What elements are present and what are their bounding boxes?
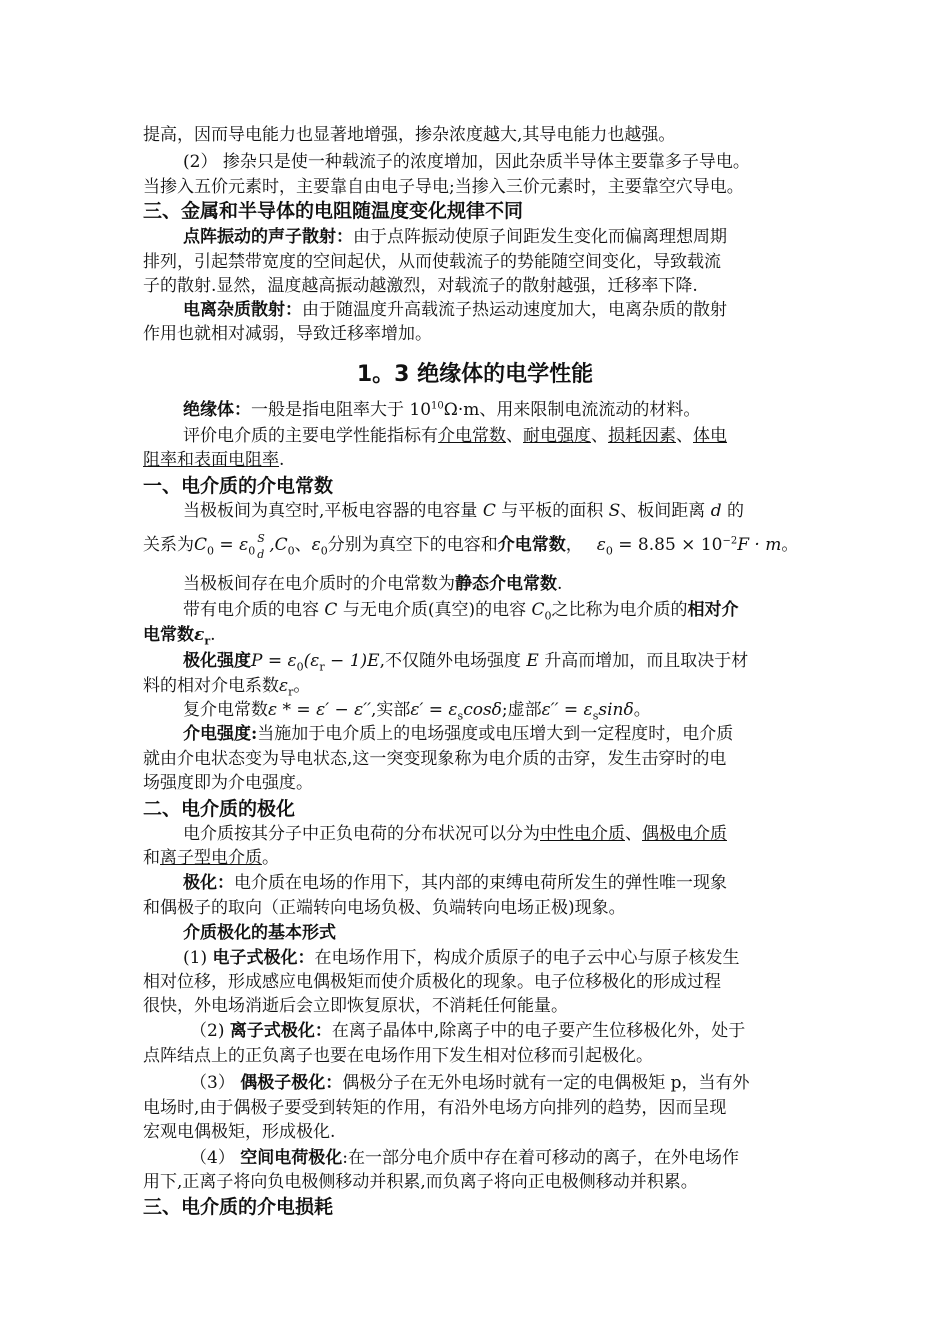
text: Ω·m、用来限制电流流动的材料。 <box>443 400 701 420</box>
bold-term: 电子式极化： <box>212 948 315 968</box>
paragraph-line <box>143 532 807 561</box>
paragraph-line <box>143 847 807 869</box>
section-heading <box>143 199 807 223</box>
text: 很快，外电场消逝后会立即恢复原状，不消耗任何能量。 <box>143 996 568 1016</box>
bold-term: 离子式极化： <box>229 1021 332 1041</box>
text: 、 <box>591 426 608 446</box>
underlined-term: 离子型电介质 <box>160 848 262 868</box>
text: 就由介电状态变为导电状态,这一突变现象称为电介质的击穿，发生击穿时的电 <box>143 749 727 769</box>
text: ;虚部 <box>501 700 542 720</box>
text: . <box>210 625 216 645</box>
paragraph-line <box>183 650 807 672</box>
paragraph-line <box>190 1020 807 1042</box>
fraction <box>255 532 269 561</box>
paragraph-line <box>143 124 807 146</box>
text: 与平板的面积 <box>501 501 604 521</box>
text: 在电场作用下，构成介质原子的电子云中心与原子核发生 <box>314 948 740 968</box>
text: 料的相对介电系数 <box>143 676 279 696</box>
math-symbol: ε <box>239 535 249 555</box>
paragraph-line <box>183 599 807 621</box>
math-value: = 8.85 × 10 <box>612 535 723 555</box>
paragraph-line <box>183 226 807 248</box>
math-operator: = <box>214 535 240 555</box>
section-heading <box>143 797 807 821</box>
paragraph-line <box>143 275 807 297</box>
text: ， <box>565 535 583 555</box>
text: 、板间距离 <box>620 501 706 521</box>
text: 点阵结点上的正负离子也要在电场作用下发生相对位移而引起极化。 <box>143 1046 653 1066</box>
paragraph-line <box>183 872 807 894</box>
text: 宏观电偶极矩，形成极化. <box>143 1122 336 1142</box>
list-number: （3） <box>190 1073 241 1093</box>
underlined-term: 偶极电介质 <box>642 824 727 844</box>
text: 排列，引起禁带宽度的空间起伏，从而使载流子的势能随空间变化，导致载流 <box>143 252 721 272</box>
paragraph-line <box>143 176 807 198</box>
text: 作用也就相对减弱，导致迁移率增加。 <box>143 324 432 344</box>
text: 用下,正离子将向负电极侧移动并积累,而负离子将向正电极侧移动并积累。 <box>143 1172 698 1192</box>
paragraph-line <box>183 699 807 721</box>
list-number: （4） <box>190 1148 241 1168</box>
bold-term: 介质极化的基本形式 <box>183 923 336 943</box>
term-label: 点阵振动的声子散射： <box>183 227 353 247</box>
underlined-term: 耐电强度 <box>523 426 591 446</box>
bold-term: 静态介电常数 <box>455 574 557 594</box>
text: . <box>279 450 285 470</box>
text: 当极板间存在电介质时的介电常数为 <box>183 574 455 594</box>
paragraph-line <box>183 500 807 522</box>
text: 的 <box>727 501 744 521</box>
text: 之比称为电介质的 <box>551 600 688 620</box>
text: 。 <box>262 848 279 868</box>
text: 与无电介质(真空)的电容 <box>342 600 527 620</box>
paragraph-line <box>183 299 807 321</box>
text: 提高，因而导电能力也显著地增强，掺杂浓度越大,其导电能力也越强。 <box>143 125 676 145</box>
title-text: 1。3 绝缘体的电学性能 <box>356 362 594 387</box>
math-symbol: C <box>482 501 496 521</box>
math-symbol: S <box>608 501 621 521</box>
underlined-term: 体电 <box>693 426 727 446</box>
section-heading <box>143 1195 807 1219</box>
fraction-numerator: S <box>257 532 265 545</box>
paragraph-line <box>183 399 807 421</box>
text: 当掺入五价元素时，主要靠自由电子导电;当掺入三价元素时，主要靠空穴导电。 <box>143 177 744 197</box>
underlined-term: 阻率和表面电阻率 <box>143 450 279 470</box>
subscript: r <box>204 634 211 648</box>
text: 和偶极子的取向（正端转向电场负极、负端转向电场正极)现象。 <box>143 898 626 918</box>
subscript: 0 <box>320 544 328 558</box>
bold-term: 电常数 <box>143 625 194 645</box>
text: ,不仅随外电场强度 <box>379 651 521 671</box>
text: 、 <box>294 535 312 555</box>
text: 一般是指电阻率大于 10 <box>251 400 432 420</box>
bold-term: 相对介 <box>687 600 739 620</box>
math-formula: cosδ <box>463 700 502 720</box>
text: 由于随温度升高载流子热运动速度加大，电离杂质的散射 <box>302 300 727 320</box>
subscript: r <box>319 660 325 674</box>
text: 分别为真空下的电容和 <box>327 535 498 555</box>
math-symbol: ,C <box>269 535 288 555</box>
text: 带有电介质的电容 <box>183 600 319 620</box>
subscript: 0 <box>248 544 256 558</box>
math-symbol: C <box>324 600 338 620</box>
math-formula: (ε <box>303 651 320 671</box>
paragraph-line <box>143 1121 807 1143</box>
bold-term: 极化： <box>183 873 234 893</box>
paragraph-line <box>183 823 807 845</box>
underlined-term: 介电常数 <box>438 426 506 446</box>
paragraph-line <box>143 624 807 646</box>
bold-term: 偶极子极化： <box>240 1073 343 1093</box>
paragraph-line <box>143 971 807 993</box>
bold-term: 极化强度 <box>183 651 251 671</box>
paragraph-line <box>143 995 807 1017</box>
text: 评价电介质的主要电学性能指标有 <box>183 426 438 446</box>
paragraph-line <box>143 897 807 919</box>
bold-term: 介电强度: <box>183 724 258 744</box>
text: 电介质按其分子中正负电荷的分布状况可以分为 <box>183 824 540 844</box>
subscript: 0 <box>287 544 295 558</box>
paragraph-line <box>143 449 807 471</box>
text: ,实部 <box>370 700 411 720</box>
section-heading <box>143 474 807 498</box>
subscript: 0 <box>207 544 215 558</box>
text: 、 <box>625 824 642 844</box>
math-symbol: E <box>526 651 539 671</box>
heading-text: 一、电介质的介电常数 <box>143 475 334 497</box>
math-symbol: C <box>194 535 208 555</box>
text: 由于点阵振动使原子间距发生变化而偏离理想周期 <box>353 227 727 247</box>
math-formula: ε * = ε′ − ε′′ <box>268 700 371 720</box>
paragraph-line <box>183 425 807 447</box>
text: 在离子晶体中,除离子中的电子要产生位移极化外，处于 <box>331 1021 746 1041</box>
paragraph-line <box>143 323 807 345</box>
bold-term: 介电常数 <box>497 535 566 555</box>
math-symbol: d <box>710 501 722 521</box>
subscript: 0 <box>296 660 304 674</box>
paragraph-line <box>190 1072 807 1094</box>
paragraph-line <box>183 947 807 969</box>
paragraph-line <box>183 723 807 745</box>
paragraph-line <box>143 251 807 273</box>
superscript: 10 <box>431 400 444 412</box>
paragraph-line <box>143 1171 807 1193</box>
heading-text: 三、电介质的介电损耗 <box>143 1196 334 1218</box>
text: 相对位移，形成感应电偶极矩而使介质极化的现象。电子位移极化的形成过程 <box>143 972 721 992</box>
text: 电场时,由于偶极子要受到转矩的作用，有沿外电场方向排列的趋势，因而呈现 <box>143 1098 727 1118</box>
subscript: s <box>592 709 599 723</box>
paragraph-line <box>143 1097 807 1119</box>
text: :在一部分电介质中存在着可移动的离子，在外电场作 <box>342 1148 739 1168</box>
text: 当施加于电介质上的电场强度或电压增大到一定程度时，电介质 <box>257 724 734 744</box>
text: 升高而增加，而且取决于材 <box>544 651 749 671</box>
math-symbol: ε <box>311 535 321 555</box>
term-label: 电离杂质散射： <box>183 300 302 320</box>
paragraph-line <box>183 573 807 595</box>
math-symbol: ε <box>194 625 205 645</box>
text: 。 <box>293 676 311 696</box>
text: 。 <box>781 535 799 555</box>
math-formula: ε′ = ε <box>410 700 458 720</box>
text: 当极板间为真空时,平板电容器的电容量 <box>183 501 478 521</box>
heading-text: 二、电介质的极化 <box>143 798 296 820</box>
text: 偶极分子在无外电场时就有一定的电偶极矩 p，当有外 <box>342 1073 750 1093</box>
paragraph-line <box>143 675 807 697</box>
superscript: −2 <box>722 535 738 547</box>
math-symbol: ε <box>596 535 606 555</box>
paragraph-line <box>143 772 807 794</box>
subscript: 0 <box>544 609 552 623</box>
term-label: 绝缘体： <box>183 400 251 420</box>
text: 和 <box>143 848 160 868</box>
math-formula: ε′′ = ε <box>541 700 593 720</box>
text: 电介质在电场的作用下，其内部的束缚电荷所发生的弹性唯一现象 <box>234 873 727 893</box>
list-number: （2) <box>190 1021 230 1041</box>
paragraph-line <box>143 748 807 770</box>
math-formula: sinδ <box>598 700 634 720</box>
paragraph-line <box>143 1045 807 1067</box>
text: 场强度即为介电强度。 <box>143 773 313 793</box>
math-symbol: ε <box>279 676 289 696</box>
subscript: r <box>288 685 294 699</box>
math-unit: F · m <box>737 535 782 555</box>
fraction-denominator: d <box>257 548 265 561</box>
text: 、 <box>676 426 693 446</box>
text: 、 <box>506 426 523 446</box>
text: . <box>557 574 563 594</box>
text: 子的散射.显然，温度越高振动越激烈，对载流子的散射越强，迁移率下降. <box>143 276 698 296</box>
underlined-term: 损耗因素 <box>608 426 676 446</box>
paragraph-line <box>183 151 807 173</box>
underlined-term: 中性电介质 <box>540 824 625 844</box>
subscript: 0 <box>605 544 613 558</box>
heading-text: 三、金属和半导体的电阻随温度变化规律不同 <box>143 200 524 222</box>
paragraph-line <box>183 922 807 944</box>
math-formula: − 1)E <box>324 651 380 671</box>
chapter-title <box>143 361 807 389</box>
math-formula: P = ε <box>251 651 297 671</box>
text: 。 <box>633 700 651 720</box>
text: 复介电常数 <box>183 700 268 720</box>
text: 关系为 <box>143 535 194 555</box>
paragraph-line <box>190 1147 807 1169</box>
list-number: (1) <box>183 948 213 968</box>
text: (2） 掺杂只是使一种载流子的浓度增加，因此杂质半导体主要靠多子导电。 <box>183 152 750 172</box>
math-symbol: C <box>531 600 545 620</box>
bold-term: 空间电荷极化 <box>240 1148 343 1168</box>
subscript: s <box>457 709 464 723</box>
